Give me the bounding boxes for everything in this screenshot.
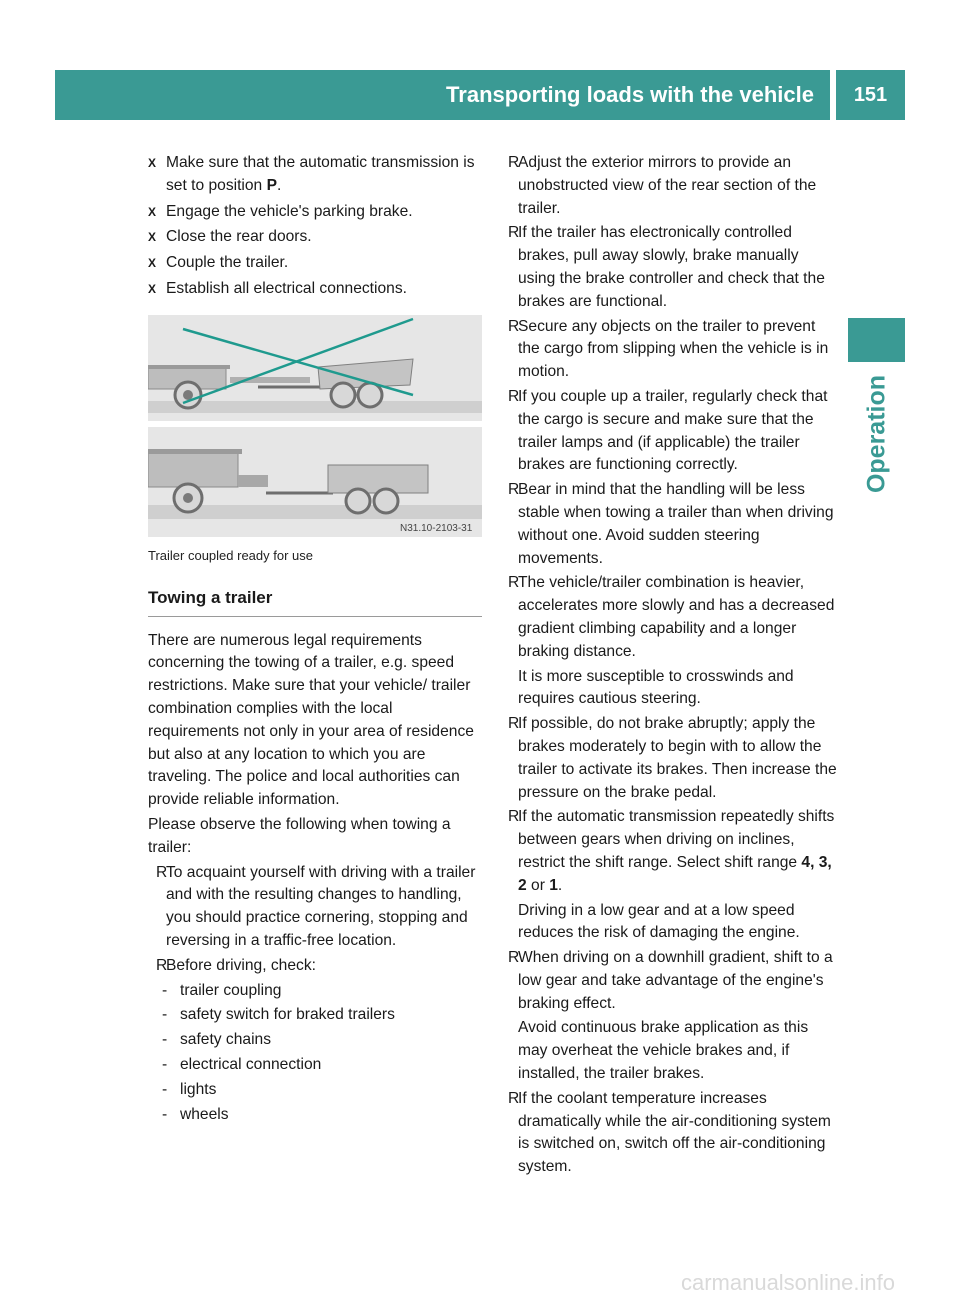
instruction-step: X Establish all electrical connections. [148,278,482,301]
page-number: 151 [853,84,888,106]
left-column [148,152,482,1128]
list-item: R To acquaint yourself with driving with a trailer and with the resulting changes to handling, you should practice cornering, stopping and reversing in a traffic-free location. [156,863,476,949]
list-item: R The vehicle/trailer combination is heavier, accelerates more slowly and has a decreased gradient climbing capability and a longer braking distance. [508,574,835,660]
thumb-tab [848,370,905,498]
list-item: R Before driving, check: [156,955,482,978]
check-item: - lights [162,1080,217,1098]
list-note: Avoid continuous brake application as this may overheat the vehicle brakes and, if installed, the trailer brakes. [518,1019,809,1083]
paragraph: There are numerous legal requirements concerning the towing of a trailer, e.g. speed restrictions. Make sure that your vehicle/ trailer combination complies with the local requirements not only in your area of residence but also at any location to which you are traveling. The police and local authorities can provide reliable information. [148,631,474,809]
instruction-step: X Couple the trailer. [148,252,482,275]
instruction-step: X Close the rear doors. [148,226,482,249]
section-body [148,630,482,1127]
figure-code: N31.10-2103-31 [400,522,473,534]
list-item: R If the automatic transmission repeatedly shifts between gears when driving on inclines, restrict the shift range. Select shift range 4, 3, 2 or 1. [508,808,835,894]
list-item: R Secure any objects on the trailer to prevent the cargo from slipping when the vehicle is in motion. [508,317,829,381]
paragraph: Please observe the following when towing a trailer: [148,815,451,856]
list-note: It is more susceptible to crosswinds and requires cautious steering. [518,667,794,708]
instruction-step: X Make sure that the automatic transmission is set to position P. [148,154,475,194]
step-marker: X [148,281,157,296]
thumb-tab-marker [848,318,905,362]
thumb-tab-label: Operation [862,374,890,494]
watermark: carmanualsonline.info [680,1270,895,1295]
list-item: R Adjust the exterior mirrors to provide an unobstructed view of the rear section of the trailer. [508,154,817,217]
step-marker: X [148,156,157,170]
list-item: R Bear in mind that the handling will be less stable when towing a trailer than when driving without one. Avoid sudden steering movements. [508,481,834,567]
check-item: - trailer coupling [162,981,282,999]
figure-caption: Trailer coupled ready for use [148,547,313,563]
list-item: R If the trailer has electronically controlled brakes, pull away slowly, brake manually using the brake controller and check that the brakes are functional. [508,224,825,310]
check-item: - safety switch for braked trailers [162,1006,395,1024]
step-marker: X [148,204,157,219]
list-item: R When driving on a downhill gradient, shift to a low gear and take advantage of the engine's braking effect. [508,949,833,1012]
page-header [55,70,905,120]
step-marker: X [148,230,157,245]
bullet-marker: R [156,956,168,974]
section-heading: Towing a trailer [148,587,482,617]
list-item: R If you couple up a trailer, regularly check that the cargo is secure and make sure that the trailer lamps and (if applicable) the trailer brakes are functioning correctly. [508,387,828,474]
bullet-marker: R [156,863,168,881]
list-note: Driving in a low gear and at a low speed reduces the risk of damaging the engine. [518,901,800,942]
trailer-illustration [148,315,482,537]
check-item: - wheels [162,1105,229,1123]
list-item: R If possible, do not brake abruptly; apply the brakes moderately to begin with to allow the trailer to activate its brakes. Then increase the pressure on the brake pedal. [508,715,837,801]
step-marker: X [148,256,157,271]
check-item: - electrical connection [162,1055,322,1073]
right-column [508,152,838,1181]
list-item: R If the coolant temperature increases dramatically while the air-conditioning system is switched on, switch off the air-conditioning system. [508,1089,831,1176]
instruction-step: X Engage the vehicle's parking brake. [148,201,482,224]
section-title: Transporting loads with the vehicle [446,82,814,107]
check-item: - safety chains [162,1031,272,1049]
